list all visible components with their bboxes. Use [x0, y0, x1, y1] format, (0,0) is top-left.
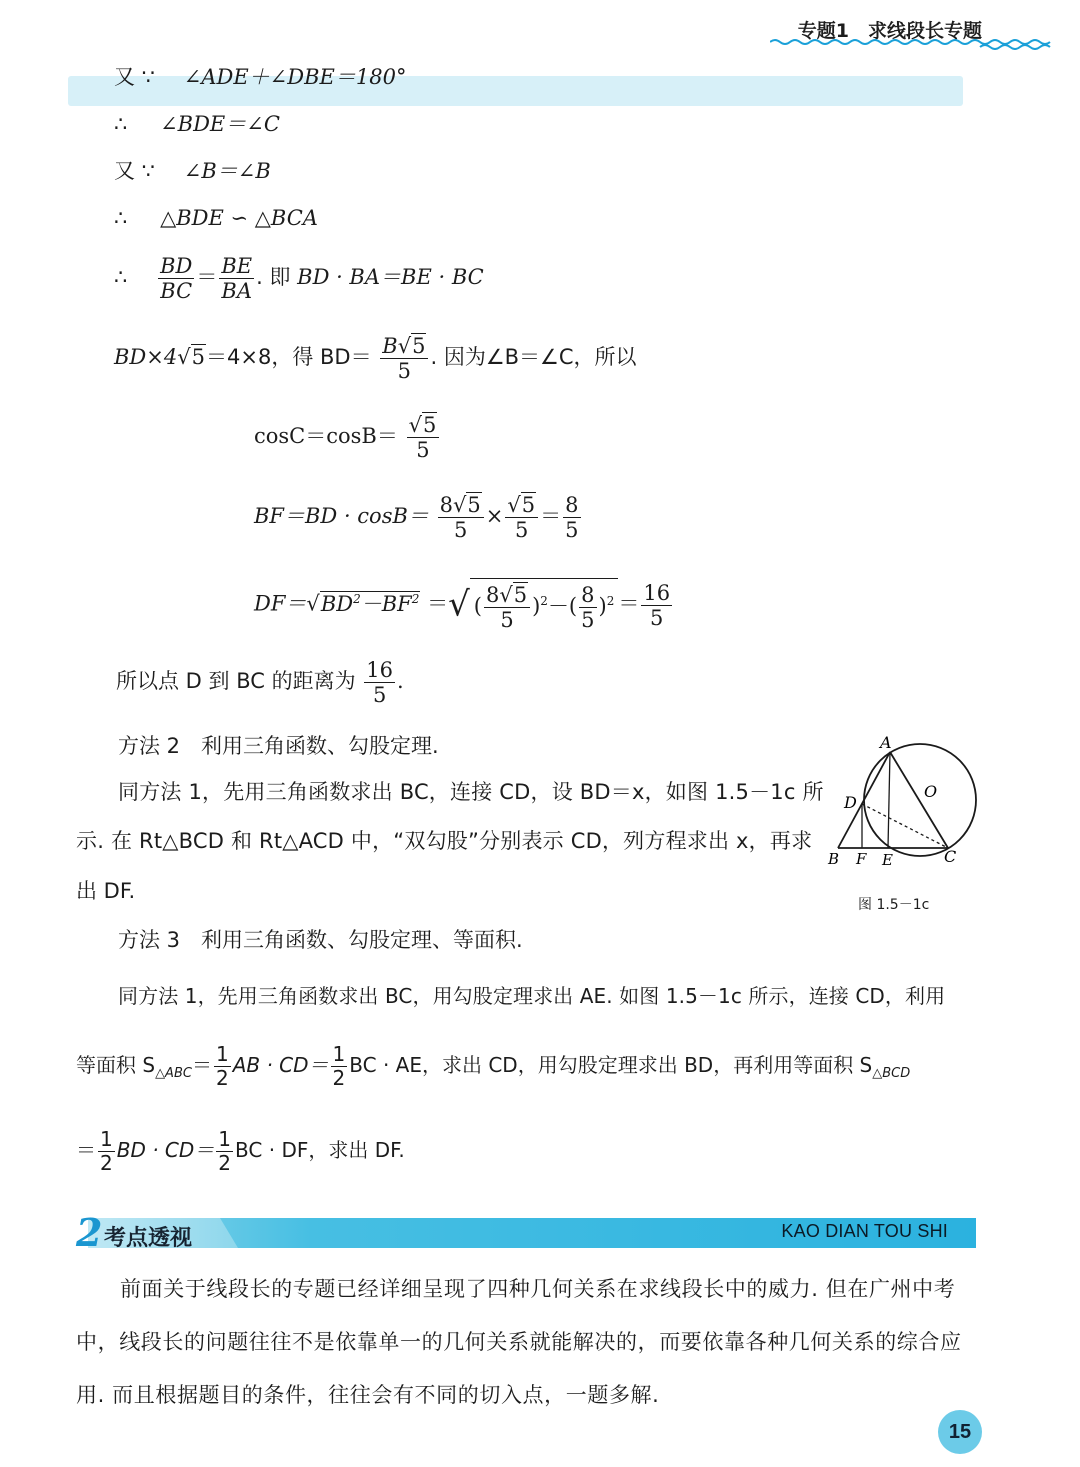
numerator-prefix: 8 [485, 583, 500, 607]
paren: ) [598, 594, 607, 619]
equals-sign: ＝ [191, 1053, 212, 1077]
sqrt-value: 5 [467, 493, 481, 517]
denominator: BC [160, 279, 193, 304]
denominator: 5 [397, 359, 412, 384]
denominator: 5 [650, 605, 664, 630]
times-sign: × [485, 504, 504, 529]
numerator: √5 [505, 493, 538, 518]
numerator: BE [221, 254, 253, 278]
distance-conclusion [116, 658, 404, 707]
numerator: 16 [366, 658, 393, 682]
section-title-pinyin: KAO DIAN TOU SHI [781, 1221, 948, 1241]
numerator: 8 [581, 583, 595, 607]
proof-line-4 [114, 206, 318, 231]
equals-sign: ＝ [540, 504, 562, 529]
proof-prefix: ∴ [114, 112, 128, 136]
denominator: 2 [100, 1151, 113, 1175]
geometry-figure-1-5-1c [822, 730, 992, 920]
fraction-df-result [641, 581, 672, 630]
exponent: 2 [606, 594, 615, 609]
header-wave-decoration [770, 38, 1060, 50]
proof-tail-expression: BD · BA＝BE · BC [297, 265, 484, 290]
fraction-bf-1 [438, 493, 484, 542]
proof-line-3 [114, 159, 271, 184]
denominator: 5 [416, 438, 430, 463]
fraction-cos [407, 413, 440, 462]
fraction-half [331, 1043, 348, 1090]
chapter-header-title: 专题1 求线段长专题 [797, 20, 982, 42]
bd-lead: BD×4 [114, 345, 178, 370]
page-number: 15 [948, 1420, 972, 1443]
fraction-bd-bc [158, 254, 194, 303]
method-2-line-3: 出 DF. [76, 879, 136, 903]
analysis-paragraph: 前面关于线段长的专题已经详细呈现了四种几何关系在求线段长中的威力. 但在广州中考中，线段长的问题往往不是依靠单一的几何关系就能解决的，而要依靠各种几何关系的综合应用. 而且根据题目的条件，往往会有不同的切入点，一题多解. [76, 1277, 962, 1407]
equals-sign: ＝ [196, 265, 218, 290]
label-o: O [924, 782, 938, 801]
method-3-line-2 [76, 1043, 910, 1090]
numerator: 8√5 [484, 583, 530, 608]
denominator: BA [221, 279, 253, 304]
section-title: 考点透视 [104, 1226, 193, 1251]
exponent: 2 [540, 594, 548, 609]
proof-line-5 [114, 254, 484, 303]
numerator: 1 [215, 1042, 229, 1066]
paren: ) [532, 594, 541, 619]
fraction-be-ba [219, 254, 254, 303]
denominator: 2 [218, 1151, 232, 1175]
conclusion-text: 所以点 D 到 BC 的距离为 [116, 669, 356, 694]
label-c: C [944, 847, 957, 866]
numerator: 1 [100, 1127, 113, 1151]
sqrt-value: 5 [412, 334, 426, 358]
denominator: 5 [581, 608, 595, 633]
method-2-line-2: 示. 在 Rt△BCD 和 Rt△ACD 中，“双勾股”分别表示 CD，列方程求出 x，再求 [76, 829, 813, 853]
subscript: △ABC [155, 1066, 192, 1081]
denominator: 5 [372, 683, 387, 708]
proof-line-2 [114, 112, 280, 137]
numerator: BD [160, 254, 193, 278]
proof-prefix: 又 ∵ [114, 65, 156, 89]
header-wave-line-1 [770, 40, 1050, 44]
big-radical-sign: √ [448, 584, 470, 625]
bd-mid-text: ＝4×8，得 BD＝ [206, 345, 372, 370]
bd-calculation-line: BD×4√5＝4×8，得 BD＝ $\frac{B√5}{5}$ . 因为∠B＝∠C，所以 [114, 334, 637, 384]
segment-ae [888, 752, 890, 848]
exponent: 2 [353, 591, 361, 606]
fraction-df-2 [579, 583, 596, 632]
bd-tail-text: . 因为∠B＝∠C，所以 [430, 345, 637, 370]
page-number-badge [938, 1410, 982, 1454]
fraction-half [214, 1043, 231, 1090]
header-wave-line-2 [980, 45, 1050, 49]
method-2-line-1: 同方法 1，先用三角函数求出 BC，连接 CD，设 BD＝x，如图 1.5－1c 所 [118, 780, 824, 804]
cos-equation [254, 413, 441, 462]
denominator: 5 [500, 608, 514, 633]
numerator: √5 [407, 413, 440, 438]
cos-lhs: cosC＝cosB＝ [254, 424, 398, 449]
text-part: BD · CD＝ [116, 1138, 215, 1162]
denominator: 2 [215, 1066, 229, 1090]
method-2-title: 方法 2 利用三角函数、勾股定理. [118, 734, 439, 758]
proof-prefix: ∴ [114, 265, 128, 290]
numerator-prefix: B [382, 334, 398, 358]
proof-expression: △BDE ∽ △BCA [160, 206, 318, 230]
period: . [397, 669, 404, 694]
equals-sign: ＝ [76, 1138, 96, 1162]
sqrt-value: 5 [422, 413, 437, 437]
proof-prefix: ∴ [114, 206, 128, 230]
proof-expression: ∠B＝∠B [183, 159, 271, 183]
label-b: B [828, 850, 840, 868]
paren: ( [473, 594, 482, 619]
df-big-radicand [470, 578, 619, 632]
df-radicand [320, 591, 421, 616]
method-3-title: 方法 3 利用三角函数、勾股定理、等面积. [118, 928, 523, 952]
label-a: A [880, 733, 892, 752]
sqrt-value: 5 [191, 345, 205, 370]
sqrt-value: 5 [521, 493, 536, 517]
text-part: BC · AE，求出 CD，用勾股定理求出 BD，再利用等面积 S [349, 1053, 873, 1077]
denominator: 5 [453, 518, 468, 543]
method-3-line-3 [76, 1128, 405, 1175]
radicand-term: －BF [360, 591, 412, 616]
numerator: 8√5 [438, 493, 484, 518]
text-part: 等面积 S [76, 1053, 156, 1077]
proof-tail-text: . 即 [256, 265, 298, 290]
label-d: D [844, 793, 857, 812]
proof-expression: ∠BDE＝∠C [160, 112, 280, 136]
proof-line-1 [114, 65, 406, 90]
fraction-bf-3 [563, 493, 580, 542]
exponent: 2 [411, 591, 420, 606]
figure-caption: 图 1.5－1c [858, 897, 930, 913]
equals-sign: ＝ [618, 591, 640, 616]
method-3-line-1: 同方法 1，先用三角函数求出 BC，用勾股定理求出 AE. 如图 1.5－1c 所示，连接 CD，利用 [118, 984, 946, 1008]
segment-ac [890, 752, 948, 848]
denominator: 5 [515, 518, 529, 543]
denominator: 5 [565, 518, 579, 543]
numerator: 16 [643, 580, 671, 605]
fraction-bd-result [380, 334, 428, 383]
numerator: B√5 [380, 334, 428, 359]
proof-prefix: 又 ∵ [114, 159, 156, 183]
proof-expression: ∠ADE＋∠DBE＝180° [183, 65, 407, 89]
radicand-term: BD [320, 591, 354, 616]
label-f: F [856, 850, 867, 868]
df-lhs: DF＝ [254, 591, 307, 616]
equals-sign: ＝ [427, 591, 449, 616]
text-part: AB · CD＝ [232, 1053, 329, 1077]
fraction-bf-2 [505, 493, 538, 542]
sqrt-value: 5 [513, 583, 528, 607]
text-part: BC · DF，求出 DF. [235, 1138, 405, 1162]
denominator: 2 [332, 1066, 346, 1090]
df-equation: $DF=√BD^2-BF^2$ ＝√ ( $\frac{8√5}{5}$ )$^2$－( $\frac{8}{5}$ )$^2$ ＝ $\frac{16}{5}$ [254, 578, 674, 632]
bf-equation [254, 493, 583, 542]
numerator: 1 [218, 1127, 232, 1151]
fraction-df-1 [484, 583, 530, 632]
label-e: E [882, 851, 893, 869]
minus-paren: －( [547, 594, 578, 619]
fraction-half [98, 1128, 115, 1175]
numerator-prefix: 8 [439, 493, 453, 517]
numerator: 8 [565, 493, 579, 517]
section-number: 2 [76, 1210, 103, 1255]
fraction-half [216, 1128, 233, 1175]
numerator: 1 [332, 1042, 346, 1066]
subscript: △BCD [872, 1066, 911, 1081]
fraction-distance [364, 658, 395, 707]
bf-lhs: BF＝BD · cosB＝ [254, 504, 429, 529]
